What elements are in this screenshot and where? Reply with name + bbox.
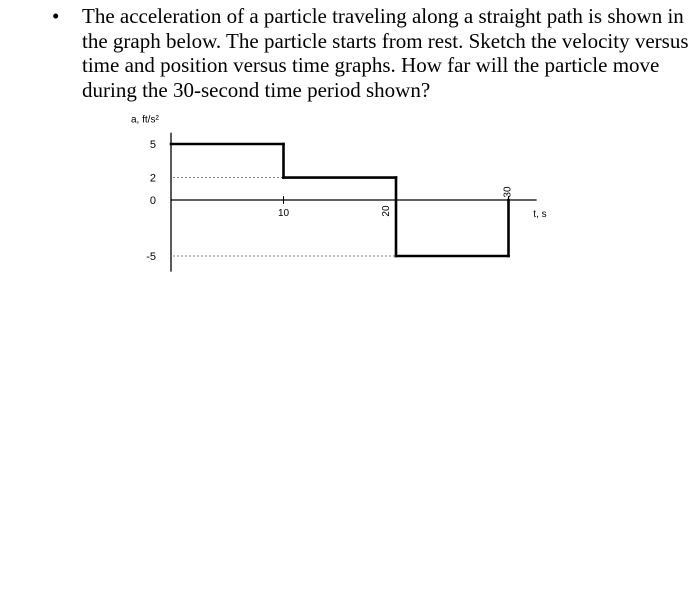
y-tick-label: 0 xyxy=(149,195,156,207)
bullet-icon: • xyxy=(52,4,60,28)
y-tick-label: 5 xyxy=(149,139,156,151)
x-tick-label: 30 xyxy=(502,186,514,198)
x-tick-label: 10 xyxy=(277,208,290,219)
x-axis-label: t, s xyxy=(533,209,547,220)
problem-text: The acceleration of a particle traveling along a straight path is shown in the graph below. The particle starts from rest. Sketch the velocity versus time and position versus time graphs. How far will the particle move during the 30-second time period shown? xyxy=(82,4,689,102)
x-tick-label: 20 xyxy=(381,205,392,217)
y-axis-label: a, ft/s² xyxy=(131,114,159,126)
y-tick-label: -5 xyxy=(146,251,156,263)
y-tick-label: 2 xyxy=(149,172,156,185)
